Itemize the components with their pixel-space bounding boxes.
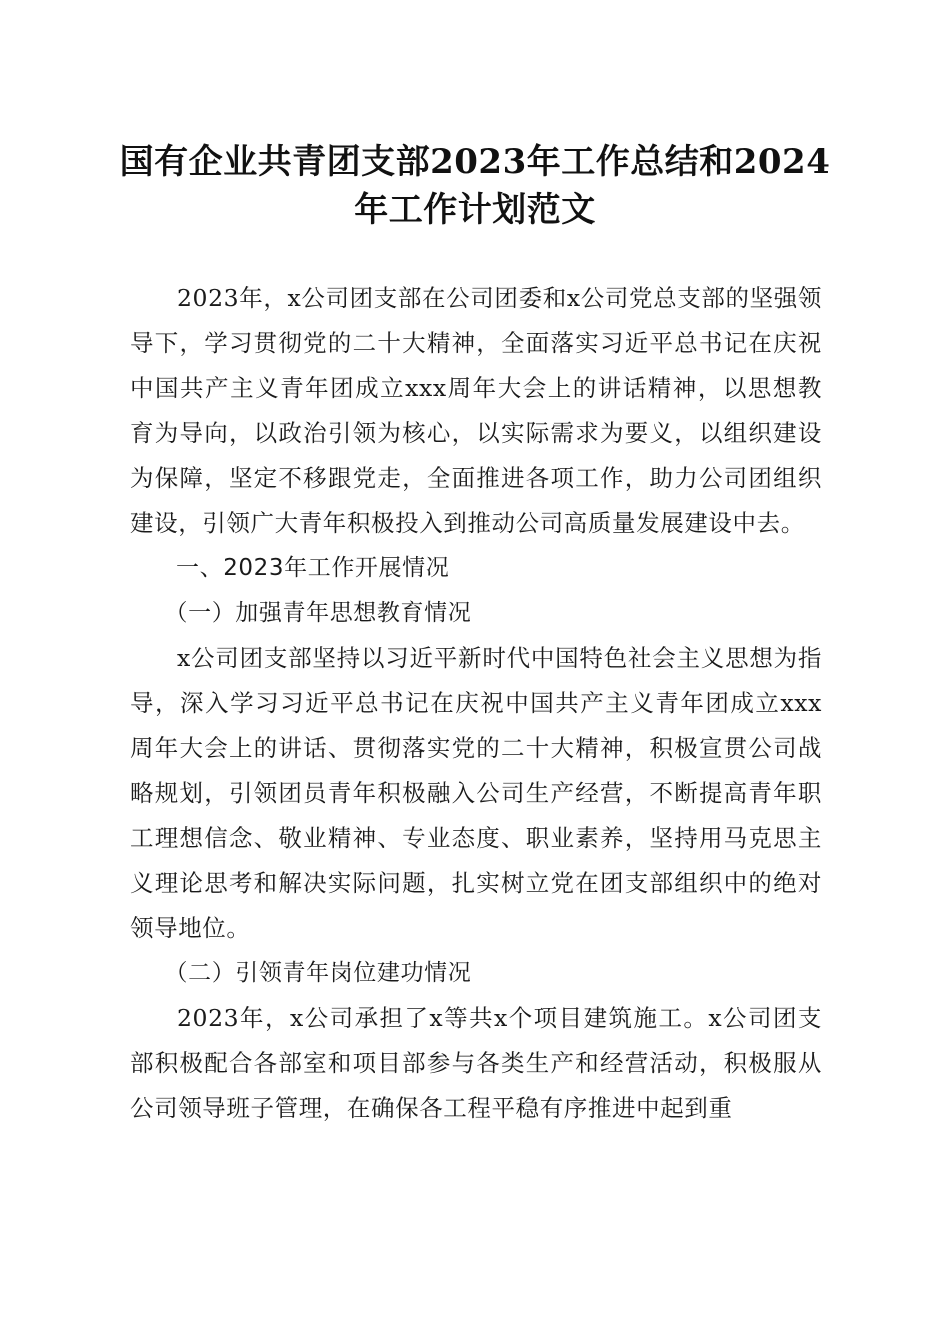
subsection-2-paragraph: 2023年，x公司承担了x等共x个项目建筑施工。x公司团支部积极配合各部室和项目部参与各类生产和经营活动，积极服从公司领导班子管理，在确保各工程平稳有序推进中起到重 <box>130 1004 822 1122</box>
section-1-heading: 一、2023年工作开展情况 <box>176 555 450 581</box>
document-body <box>130 276 822 1131</box>
subsection-2-heading: （二）引领青年岗位建功情况 <box>164 960 472 986</box>
subsection-1-heading: （一）加强青年思想教育情况 <box>164 600 472 626</box>
intro-paragraph: 2023年，x公司团支部在公司团委和x公司党总支部的坚强领导下，学习贯彻党的二十大精神，全面落实习近平总书记在庆祝中国共产主义青年团成立xxx周年大会上的讲话精神，以思想教育为导向，以政治引领为核心，以实际需求为要义，以组织建设为保障，坚定不移跟党走，全面推进各项工作，助力公司团组织建设，引领广大青年积极投入到推动公司高质量发展建设中去。 <box>130 284 822 537</box>
document-title: 国有企业共青团支部2023年工作总结和2024年工作计划范文 <box>119 142 831 230</box>
subsection-1-paragraph: x公司团支部坚持以习近平新时代中国特色社会主义思想为指导，深入学习习近平总书记在庆祝中国共产主义青年团成立xxx周年大会上的讲话、贯彻落实党的二十大精神，积极宣贯公司战略规划，引领团员青年积极融入公司生产经营，不断提高青年职工理想信念、敬业精神、专业态度、职业素养，坚持用马克思主义理论思考和解决实际问题，扎实树立党在团支部组织中的绝对领导地位。 <box>130 644 822 942</box>
